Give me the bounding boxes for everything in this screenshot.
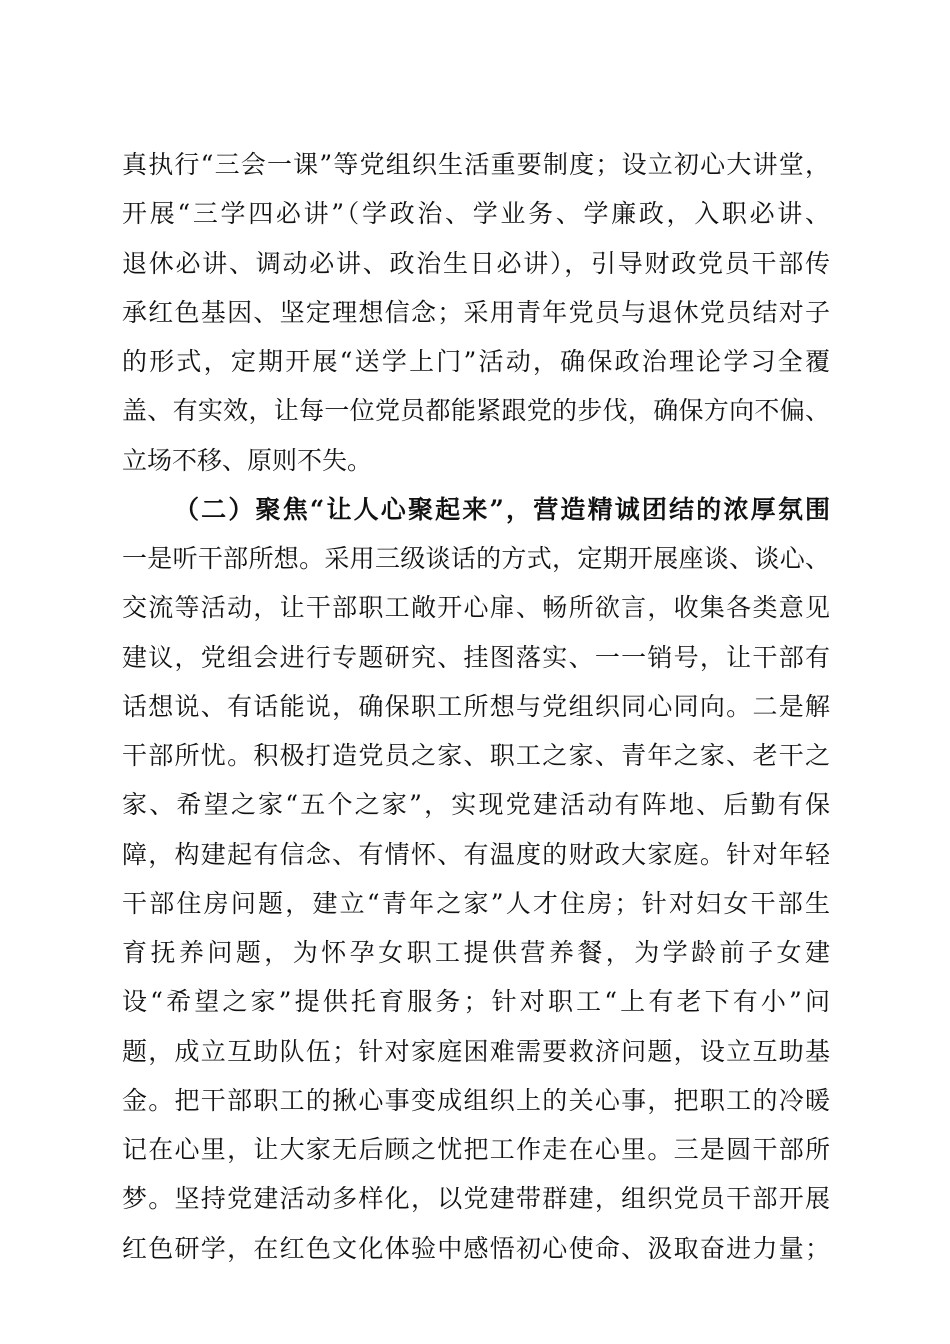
text-line: 退休必讲、调动必讲、政治生日必讲），引导财政党员干部传 (122, 248, 830, 278)
text-line: 红色研学，在红色文化体验中感悟初心使命、汲取奋进力量； (122, 1233, 830, 1263)
document-body (122, 140, 830, 1273)
text-line: 干部所忧。积极打造党员之家、职工之家、青年之家、老干之 (122, 741, 830, 770)
text-line: 一是听干部所想。采用三级谈话的方式，定期开展座谈、谈心、 (122, 544, 830, 573)
text-line: 障，构建起有信念、有情怀、有温度的财政大家庭。针对年轻 (122, 839, 830, 869)
text-line: 盖、有实效，让每一位党员都能紧跟党的步伐，确保方向不偏、 (122, 396, 830, 426)
text-line: 设“希望之家”提供托育服务；针对职工“上有老下有小”问 (122, 987, 830, 1017)
text-line: 育抚养问题，为怀孕女职工提供营养餐，为学龄前子女建 (122, 938, 830, 967)
text-line: 家、希望之家“五个之家”，实现党建活动有阵地、后勤有保 (122, 790, 830, 820)
text-line: 记在心里，让大家无后顾之忧把工作走在心里。三是圆干部所 (122, 1135, 830, 1164)
text-line: 承红色基因、坚定理想信念；采用青年党员与退休党员结对子 (122, 297, 830, 327)
text-line: 开展“三学四必讲”（学政治、学业务、学廉政，入职必讲、 (122, 199, 830, 229)
text-line: 交流等活动，让干部职工敞开心扉、畅所欲言，收集各类意见 (122, 593, 830, 623)
text-line: 干部住房问题，建立“青年之家”人才住房；针对妇女干部生 (122, 888, 830, 918)
text-line: 题，成立互助队伍；针对家庭困难需要救济问题，设立互助基 (122, 1036, 830, 1066)
text-line: 梦。坚持党建活动多样化，以党建带群建，组织党员干部开展 (122, 1184, 830, 1214)
text-line: 金。把干部职工的揪心事变成组织上的关心事，把职工的冷暖 (122, 1085, 830, 1115)
section-heading: （二）聚焦“让人心聚起来”，营造精诚团结的浓厚氛围 (174, 494, 830, 524)
text-line: 话想说、有话能说，确保职工所想与党组织同心同向。二是解 (122, 691, 830, 721)
text-line: 建议，党组会进行专题研究、挂图落实、一一销号，让干部有 (122, 642, 830, 672)
text-line: 立场不移、原则不失。 (122, 445, 373, 475)
text-line: 的形式，定期开展“送学上门”活动，确保政治理论学习全覆 (122, 347, 830, 376)
text-line: 真执行“三会一课”等党组织生活重要制度；设立初心大讲堂， (122, 150, 830, 179)
